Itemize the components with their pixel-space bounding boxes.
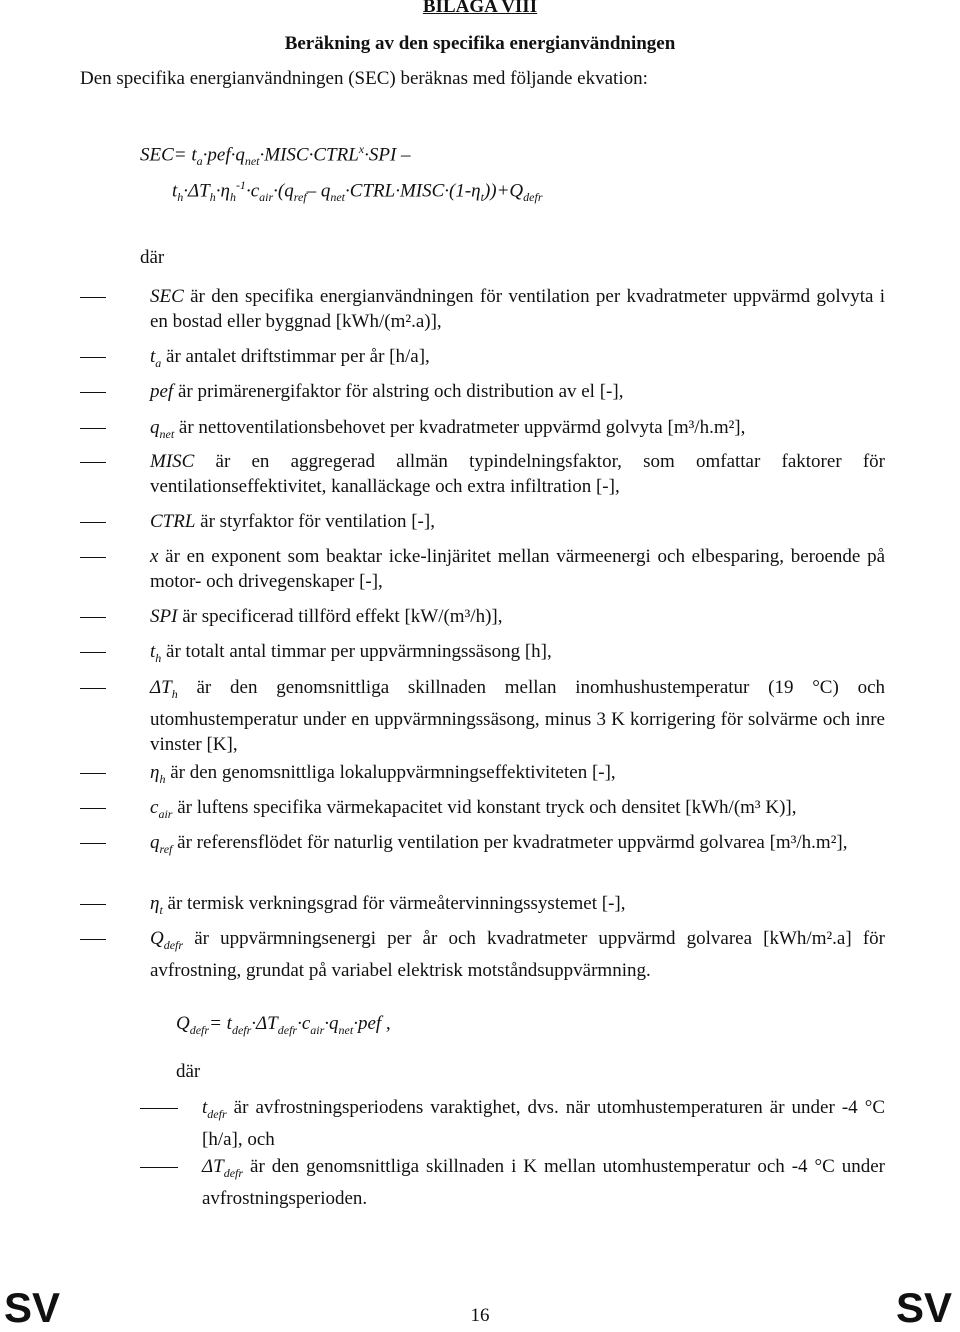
list-dash (80, 652, 106, 653)
list-dash (80, 939, 106, 940)
definition-qdefr: $Q_{defr}$ är uppvärmningsenergi per år och kvadratmeter uppvärmd golvarea [kWh/m².a] för avfrostning, grundat på variabel elektrisk motståndsuppvärmning. (150, 928, 885, 981)
definition-tdefr: $t_{defr}$ är avfrostningsperiodens varaktighet, dvs. när utomhustemperaturen är under -4 °C [h/a], och (202, 1097, 885, 1150)
appendix-title: BILAGA VIII (422, 0, 538, 17)
list-dash (80, 357, 106, 358)
definition-ta: $t_a$ är antalet driftstimmar per år [h/a], (150, 346, 430, 370)
definition-eta-t: $\eta_t$ är termisk verkningsgrad för värmeåtervinningssystemet [-], (150, 893, 626, 917)
definition-x: x är en exponent som beaktar icke-linjäritet mellan värmeenergi och elbesparing, beroende på motor- och drivegenskaper [-], (150, 546, 886, 592)
list-dash (80, 904, 106, 905)
list-dash (80, 773, 106, 774)
definition-misc: MISC är en aggregerad allmän typindelningsfaktor, som omfattar faktorer för ventilationseffektivitet, kanalläckage och extra infiltration [-], (150, 451, 885, 497)
list-dash (80, 557, 106, 558)
page-number: 16 (470, 1305, 490, 1326)
definition-qref: $q_{ref}$ är referensflödet för naturlig ventilation per kvadratmeter uppvärmd golvarea [m³/h.m²], (150, 832, 848, 856)
definition-sec: SEC är den specifika energianvändningen för ventilation per kvadratmeter uppvärmd golvyta i en bostad eller byggnad [kWh/(m².a)], (150, 286, 886, 332)
where-label-2: där (176, 1061, 201, 1082)
definition-delta-tdefr: $\Delta T_{defr}$ är den genomsnittliga skillnaden i K mellan utomhustemperatur och -4 °C under avfrostningsperioden. (202, 1156, 886, 1209)
list-dash (80, 392, 106, 393)
list-dash (140, 1108, 178, 1109)
definition-cair: $c_{air}$ är luftens specifika värmekapacitet vid konstant tryck och densitet [kWh/(m³ K)], (150, 797, 797, 821)
list-dash (80, 462, 106, 463)
list-dash (80, 522, 106, 523)
list-dash (140, 1167, 178, 1168)
language-code-right: SV (895, 1284, 952, 1331)
defrost-equation: $Q_{defr}= t_{defr}\cdot\Delta T_{defr}\cdot c_{air}\cdot q_{net}\cdot pef$ , (176, 1013, 391, 1037)
sec-equation-line-2: $t_h\cdot\Delta T_h\cdot\eta_h^{-1}\cdot c_{air}\cdot(q_{ref}-$ $q_{net}\cdot CTRL\cdot MISC\cdot(1-\eta_t))+Q_{defr}$ (172, 178, 543, 205)
definition-pef: pef är primärenergifaktor för alstring och distribution av el [-], (150, 381, 624, 402)
sec-equation-line-1: $SEC= t_a\cdot pef\cdot q_{net}\cdot MISC\cdot CTRL^x\cdot SPI$ – (140, 142, 411, 169)
list-dash (80, 617, 106, 618)
section-heading: Beräkning av den specifika energianvändningen (284, 33, 676, 54)
list-dash (80, 428, 106, 429)
definition-qnet: $q_{net}$ är nettoventilationsbehovet per kvadratmeter uppvärmd golvyta [m³/h.m²], (150, 417, 746, 441)
definition-eta-h: $\eta_h$ är den genomsnittliga lokaluppvärmningseffektiviteten [-], (150, 762, 616, 786)
definition-delta-th: $\Delta T_h$ är den genomsnittliga skillnaden mellan inomhushustemperatur (19 °C) och utomhustemperatur under en uppvärmningssäsong, minus 3 K korrigering för solvärme och inre vinster [K], (150, 677, 886, 755)
list-dash (80, 297, 106, 298)
intro-text: Den specifika energianvändningen (SEC) beräknas med följande ekvation: (80, 68, 648, 89)
language-code-left: SV (4, 1284, 61, 1331)
definition-ctrl: CTRL är styrfaktor för ventilation [-], (150, 511, 435, 532)
definition-spi: SPI är specificerad tillförd effekt [kW/(m³/h)], (150, 606, 503, 627)
list-dash (80, 808, 106, 809)
list-dash (80, 688, 106, 689)
definition-th: $t_h$ är totalt antal timmar per uppvärmningssäsong [h], (150, 641, 552, 665)
where-label: där (140, 247, 165, 268)
list-dash (80, 843, 106, 844)
